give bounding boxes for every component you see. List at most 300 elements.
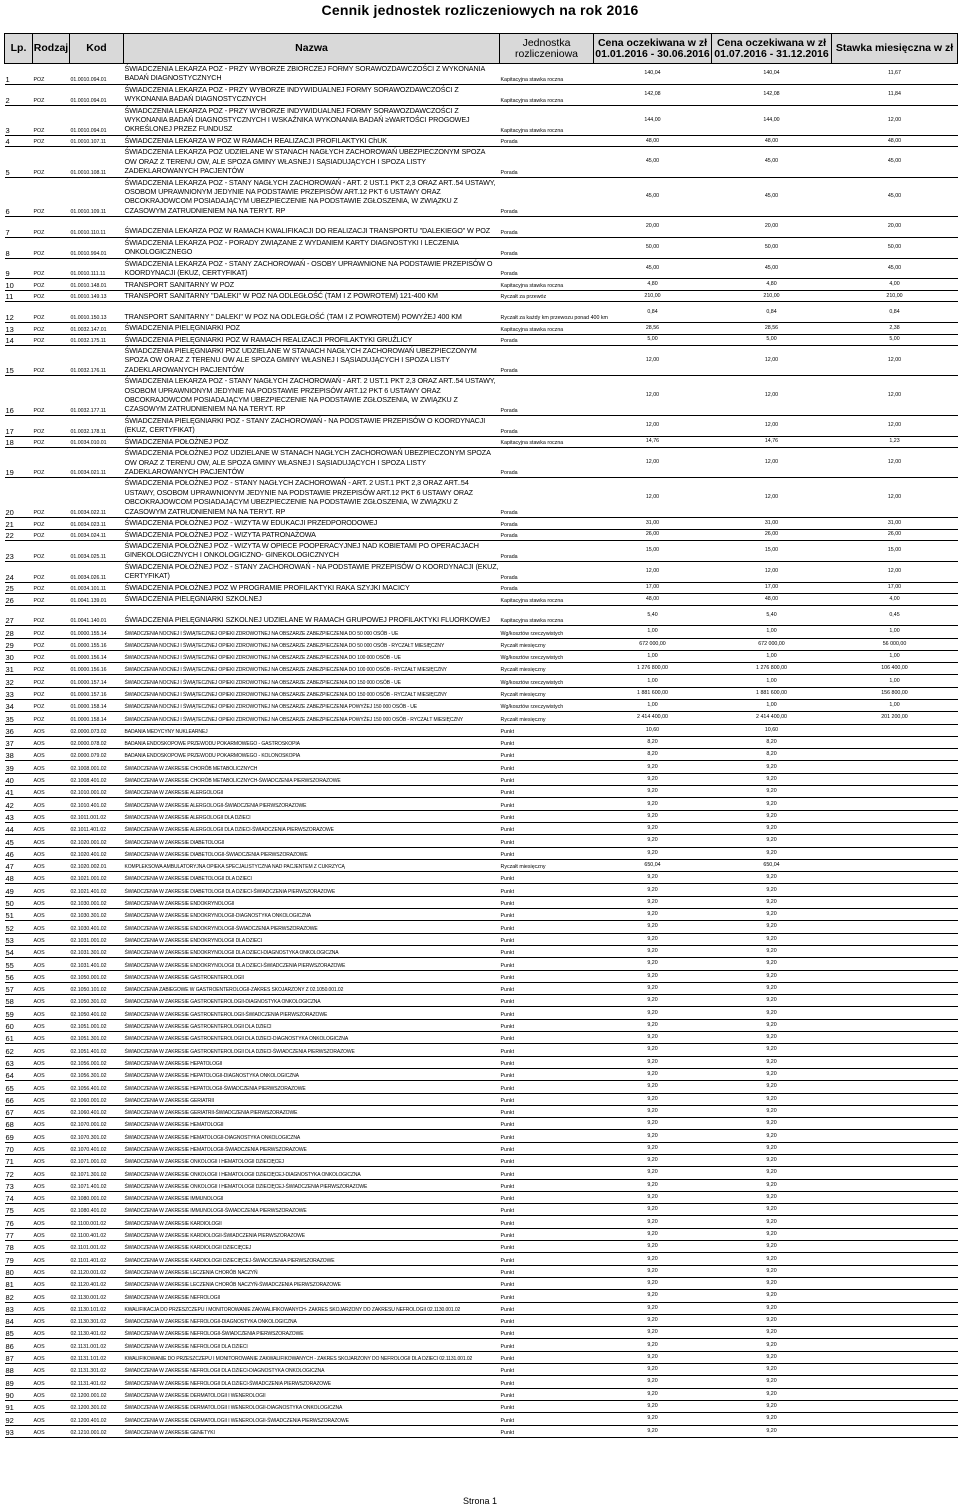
row-cena-1: 1,00 [594,675,712,687]
row-cena-1: 9,20 [594,1204,712,1216]
row-jednostka: Punkt [500,822,594,834]
row-stawka [832,798,958,810]
row-cena-1: 9,20 [594,1044,712,1056]
row-cena-1: 9,20 [594,1388,712,1400]
row-rodzaj: AOS [33,945,70,957]
row-jednostka: Punkt [500,958,594,970]
row-jednostka: Porada [500,258,594,279]
row-kod: 02.1020.001.02 [70,835,124,847]
row-lp: 78 [5,1241,33,1253]
row-stawka: 45,00 [832,147,958,177]
row-kod: 02.1060.401.02 [70,1105,124,1117]
row-cena-2: 5,40 [712,605,832,626]
row-rodzaj: POZ [33,177,70,217]
row-nazwa: ŚWIADCZENIA LEKARZA POZ - PRZY WYBORZE INDYWIDUALNEJ FORMY SORAWOZDAWCZOŚCI Z WYKONANIA BADAŃ DIAGNOSTYCZNYCH [124,84,500,105]
row-jednostka: Porada [500,177,594,217]
row-stawka [832,1093,958,1105]
row-jednostka: Punkt [500,884,594,896]
row-nazwa: ŚWIADCZENIA LEKARZA POZ UDZIELANE W STANACH NAGŁYCH ZACHOROWAŃ UBEZPIECZONYM SPOZA OW ORAZ Z TERENU OW, ALE SPOZA GMINY WŁASNEJ I SĄSIADUJĄCYCH I SPOZA LISTY ZADEKLAROWANYCH PACJENTÓW [124,147,500,177]
row-nazwa: ŚWIADCZENIA W ZAKRESIE HEPATOLOGII-DIAGNOSTYKA ONKOLOGICZNA [124,1068,500,1080]
table-row [5,1241,958,1253]
row-jednostka: Porada [500,561,594,582]
table-row [5,933,958,945]
row-cena-1: 9,20 [594,896,712,908]
row-lp: 92 [5,1413,33,1425]
row-kod: 02.1050.401.02 [70,1007,124,1019]
row-lp: 77 [5,1228,33,1240]
row-lp: 69 [5,1130,33,1142]
table-row [5,518,958,530]
table-row [5,1364,958,1376]
row-cena-1: 9,20 [594,1154,712,1166]
table-row [5,147,958,177]
row-cena-2: 140,04 [712,64,832,85]
table-row [5,1290,958,1302]
row-jednostka: Kapitacyjna stawka roczna [500,105,594,135]
table-row [5,1253,958,1265]
row-jednostka: Punkt [500,1118,594,1130]
row-nazwa: ŚWIADCZENIA W ZAKRESIE KARDIOLOGII DZIECIĘCEJ-ŚWIADCZENIA PIERWSZORAZOWE [124,1253,500,1265]
table-row [5,529,958,541]
row-lp: 28 [5,626,33,638]
row-cena-1: 2 414 400,00 [594,712,712,724]
row-nazwa: ŚWIADCZENIA W ZAKRESIE NEFROLOGII [124,1290,500,1302]
table-row [5,921,958,933]
row-cena-1: 9,20 [594,958,712,970]
table-row [5,859,958,871]
row-stawka [832,835,958,847]
row-stawka [832,859,958,871]
row-nazwa: ŚWIADCZENIA W ZAKRESIE CHORÓB METABOLICZNYCH [124,761,500,773]
row-cena-2: 1,00 [712,675,832,687]
row-kod: 02.1100.401.02 [70,1228,124,1240]
row-nazwa: ŚWIADCZENIA W ZAKRESIE ONKOLOGII I HEMATOLOGII DZIECIĘCEJ-ŚWIADCZENIA PIERWSZORAZOWE [124,1179,500,1191]
row-kod: 02.1131.401.02 [70,1376,124,1388]
row-nazwa: ŚWIADCZENIA W ZAKRESIE NEFROLOGII-ŚWIADCZENIA PIERWSZORAZOWE [124,1327,500,1339]
row-nazwa: ŚWIADCZENIA NOCNEJ I ŚWIĄTECZNEJ OPIEKI ZDROWOTNEJ NA OBSZARZE ZABEZPIECZENIA DO 100 000 OSÓB - RYCZAŁT MIESIĘCZNY [124,663,500,675]
row-nazwa: ŚWIADCZENIA LEKARZA POZ - STANY NAGŁYCH ZACHOROWAŃ - ART. 2 UST.1 PKT 2,3 ORAZ ART..54 USTAWY, OSOBOM UPRAWNIONYM JEDYNIE NA PODSTAWIE PRZEPISÓW ART.12 PKT 6 USTAWY ORAZ OBCOKRAJOWCOM POSIADAJĄCYM UBEZPIECZENIE NA PODSTAWIE ZGŁOSZENIA, W ZWIĄZKU Z CZASOWYM ZATRUDNIENIEM NA NA TERYT. RP [124,376,500,416]
row-jednostka: Punkt [500,1228,594,1240]
row-stawka [832,1105,958,1117]
row-kod: 01.0034.021.11 [70,448,124,478]
row-lp: 43 [5,810,33,822]
row-stawka: 4,00 [832,594,958,606]
row-jednostka: Wg/kosztów rzeczywistych [500,626,594,638]
row-cena-1: 9,20 [594,1007,712,1019]
row-cena-2: 9,20 [712,1093,832,1105]
row-rodzaj: AOS [33,1044,70,1056]
row-cena-2: 9,20 [712,909,832,921]
row-nazwa: ŚWIADCZENIA W ZAKRESIE DIABETOLOGII-ŚWIADCZENIA PIERWSZORAZOWE [124,847,500,859]
row-rodzaj: AOS [33,1093,70,1105]
row-cena-2: 9,20 [712,761,832,773]
row-stawka [832,896,958,908]
row-stawka [832,1154,958,1166]
row-cena-1: 9,20 [594,1056,712,1068]
row-jednostka: Porada [500,334,594,346]
row-kod: 02.1101.001.02 [70,1241,124,1253]
row-stawka: 12,00 [832,561,958,582]
row-kod: 02.0000.078.02 [70,736,124,748]
row-rodzaj: AOS [33,736,70,748]
row-lp: 88 [5,1364,33,1376]
row-cena-1: 9,20 [594,1118,712,1130]
row-lp: 21 [5,518,33,530]
row-jednostka: Porada [500,518,594,530]
table-row [5,884,958,896]
row-nazwa: ŚWIADCZENIA W ZAKRESIE GASTROENTEROLOGII [124,970,500,982]
row-cena-2: 12,00 [712,376,832,416]
row-jednostka: Punkt [500,1130,594,1142]
row-cena-1: 14,76 [594,436,712,448]
row-rodzaj: POZ [33,605,70,626]
row-rodzaj: AOS [33,1019,70,1031]
row-nazwa: ŚWIADCZENIA LEKARZA POZ - PRZY WYBORZE INDYWIDUALNEJ FORMY SORAWOZDAWCZOŚCI Z WYKONANIA BADAŃ DIAGNOSTYCZNYCH I WSKAŹNIKA WYKONANIA BADAŃ ≥WARTOŚCI PROGOWEJ OKREŚLONEJ PRZEZ FUNDUSZ [124,105,500,135]
row-cena-1: 45,00 [594,258,712,279]
row-rodzaj: AOS [33,1339,70,1351]
row-lp: 18 [5,436,33,448]
row-rodzaj: AOS [33,810,70,822]
row-kod: 01.0000.157.16 [70,687,124,699]
table-row [5,135,958,147]
row-rodzaj: AOS [33,1068,70,1080]
row-cena-1: 9,20 [594,1032,712,1044]
row-stawka: 5,00 [832,334,958,346]
row-cena-1: 9,20 [594,995,712,1007]
row-cena-1: 5,40 [594,605,712,626]
table-row [5,1413,958,1425]
row-stawka [832,1007,958,1019]
row-lp: 57 [5,982,33,994]
row-stawka: 17,00 [832,582,958,594]
row-cena-1: 48,00 [594,594,712,606]
table-row [5,302,958,323]
row-kod: 01.0034.026.11 [70,561,124,582]
row-stawka: 0,45 [832,605,958,626]
row-lp: 20 [5,478,33,518]
row-stawka [832,1290,958,1302]
row-lp: 44 [5,822,33,834]
row-jednostka: Punkt [500,1351,594,1363]
row-stawka: 4,00 [832,279,958,291]
row-cena-2: 650,04 [712,859,832,871]
row-cena-2: 9,20 [712,884,832,896]
row-kod: 02.1051.401.02 [70,1044,124,1056]
row-lp: 3 [5,105,33,135]
row-nazwa: KWALIFIKOWANIE DO PRZESZCZEPU I MONITOROWANIE ZAKWALIFIKOWANYCH - ZAKRES SKOJARZONY DO NEFROLOGII DLA DZIECI 02.1131.001.02 [124,1351,500,1363]
row-lp: 73 [5,1179,33,1191]
row-kod: 02.1131.101.02 [70,1351,124,1363]
row-cena-1: 9,20 [594,1068,712,1080]
row-jednostka: Punkt [500,1265,594,1277]
row-rodzaj: AOS [33,1154,70,1166]
row-rodzaj: POZ [33,237,70,258]
table-body [5,64,958,1438]
row-stawka [832,1019,958,1031]
row-cena-1: 9,20 [594,835,712,847]
row-jednostka: Porada [500,448,594,478]
row-kod: 01.0010.094.01 [70,105,124,135]
row-cena-1: 9,20 [594,822,712,834]
row-cena-2: 9,20 [712,810,832,822]
table-row [5,958,958,970]
row-nazwa: ŚWIADCZENIA POŁOŻNEJ POZ UDZIELANE W STANACH NAGŁYCH ZACHOROWAŃ UBEZPIECZONYM SPOZA OW ORAZ Z TERENU OW, ALE SPOZA GMINY WŁASNEJ I SĄSIADUJĄCYCH I SPOZA LISTY ZADEKLAROWANYCH PACJENTÓW [124,448,500,478]
row-jednostka: Porada [500,217,594,238]
table-row [5,258,958,279]
row-cena-1: 12,00 [594,478,712,518]
row-cena-1: 8,20 [594,736,712,748]
row-stawka [832,1068,958,1080]
row-cena-2: 15,00 [712,541,832,562]
row-kod: 02.1021.001.02 [70,872,124,884]
row-cena-1: 9,20 [594,1265,712,1277]
row-jednostka: Porada [500,376,594,416]
row-kod: 01.0032.178.11 [70,415,124,436]
row-stawka: 12,00 [832,376,958,416]
row-stawka: 12,00 [832,448,958,478]
row-lp: 71 [5,1154,33,1166]
table-row [5,279,958,291]
row-jednostka: Punkt [500,1216,594,1228]
row-stawka [832,847,958,859]
row-jednostka: Punkt [500,761,594,773]
row-stawka [832,909,958,921]
row-lp: 72 [5,1167,33,1179]
row-nazwa: ŚWIADCZENIA LEKARZA POZ - STANY ZACHOROWAŃ - OSOBY UPRAWNIONE NA PODSTAWIE PRZEPISÓW O KOORDYNACJI (EKUZ, CERTYFIKAT) [124,258,500,279]
row-lp: 17 [5,415,33,436]
row-lp: 32 [5,675,33,687]
row-rodzaj: AOS [33,1130,70,1142]
row-nazwa: ŚWIADCZENIA W ZAKRESIE LECZENIA CHORÓB NACZYŃ [124,1265,500,1277]
row-kod: 02.1011.001.02 [70,810,124,822]
row-nazwa: ŚWIADCZENIA W ZAKRESIE NEFROLOGII DLA DZIECI-DIAGNOSTYKA ONKOLOGICZNA [124,1364,500,1376]
row-kod: 01.0010.150.13 [70,302,124,323]
row-kod: 02.1056.001.02 [70,1056,124,1068]
row-nazwa: ŚWIADCZENIA W ZAKRESIE DERMATOLOGII I WENEROLOGII-DIAGNOSTYKA ONKOLOGICZNA [124,1400,500,1412]
row-jednostka: Punkt [500,1081,594,1093]
table-row [5,736,958,748]
row-cena-2: 9,20 [712,995,832,1007]
row-nazwa: ŚWIADCZENIA W ZAKRESIE IMMUNOLOGII [124,1191,500,1203]
row-rodzaj: AOS [33,1314,70,1326]
row-stawka: 1,00 [832,626,958,638]
row-cena-2: 9,20 [712,1425,832,1437]
row-rodzaj: AOS [33,933,70,945]
row-kod: 02.1020.401.02 [70,847,124,859]
row-rodzaj: AOS [33,970,70,982]
row-cena-2: 17,00 [712,582,832,594]
row-nazwa: ŚWIADCZENIA W ZAKRESIE ENDOKRYNOLOGII [124,896,500,908]
row-cena-2: 9,20 [712,1204,832,1216]
row-kod: 01.0034.023.11 [70,518,124,530]
row-rodzaj: POZ [33,518,70,530]
row-jednostka: Wg/kosztów rzeczywistych [500,650,594,662]
row-jednostka: Punkt [500,1327,594,1339]
row-kod: 01.0032.177.11 [70,376,124,416]
row-jednostka: Punkt [500,786,594,798]
table-row [5,798,958,810]
row-rodzaj: AOS [33,1056,70,1068]
row-jednostka: Kapitacyjna stawka roczna [500,323,594,335]
table-row [5,1216,958,1228]
row-stawka: 1,00 [832,700,958,712]
row-lp: 81 [5,1277,33,1289]
row-cena-1: 28,56 [594,323,712,335]
row-lp: 40 [5,773,33,785]
row-nazwa: ŚWIADCZENIA W ZAKRESIE NEFROLOGII DLA DZIECI-ŚWIADCZENIA PIERWSZORAZOWE [124,1376,500,1388]
row-stawka: 0,84 [832,302,958,323]
row-rodzaj: AOS [33,995,70,1007]
row-stawka [832,1400,958,1412]
table-row [5,761,958,773]
row-nazwa: ŚWIADCZENIA W ZAKRESIE ENDOKRYNOLOGII DLA DZIECI-ŚWIADCZENIA PIERWSZORAZOWE [124,958,500,970]
row-kod: 01.0010.109.11 [70,177,124,217]
row-cena-1: 9,20 [594,945,712,957]
row-jednostka: Punkt [500,945,594,957]
row-cena-2: 9,20 [712,822,832,834]
row-lp: 80 [5,1265,33,1277]
row-nazwa: ŚWIADCZENIA POŁOŻNEJ POZ - WIZYTA PATRONAŻOWA [124,529,500,541]
row-lp: 45 [5,835,33,847]
row-kod: 02.1130.301.02 [70,1314,124,1326]
table-row [5,1142,958,1154]
row-nazwa: ŚWIADCZENIA POŁOŻNEJ POZ - STANY ZACHOROWAŃ - NA PODSTAWIE PRZEPISÓW O KOORDYNACJI (EKUZ, CERTYFIKAT) [124,561,499,581]
row-cena-2: 9,20 [712,835,832,847]
row-jednostka: Punkt [500,1400,594,1412]
row-cena-2: 9,20 [712,1327,832,1339]
row-lp: 54 [5,945,33,957]
row-cena-2: 9,20 [712,982,832,994]
row-lp: 61 [5,1032,33,1044]
row-jednostka: Punkt [500,724,594,736]
row-kod: 02.1011.401.02 [70,822,124,834]
row-stawka: 31,00 [832,518,958,530]
row-kod: 02.1050.101.02 [70,982,124,994]
row-stawka: 106 400,00 [832,663,958,675]
row-cena-1: 672 000,00 [594,638,712,650]
row-lp: 85 [5,1327,33,1339]
row-nazwa: ŚWIADCZENIA W ZAKRESIE ENDOKRYNOLOGII DLA DZIECI-DIAGNOSTYKA ONKOLOGICZNA [124,945,500,957]
row-kod: 02.1031.301.02 [70,945,124,957]
table-row [5,1191,958,1203]
row-cena-2: 50,00 [712,237,832,258]
row-rodzaj: AOS [33,1007,70,1019]
row-kod: 01.0010.108.11 [70,147,124,177]
table-row [5,1302,958,1314]
row-stawka [832,736,958,748]
table-row [5,1032,958,1044]
row-rodzaj: AOS [33,1216,70,1228]
row-cena-1: 9,20 [594,847,712,859]
row-stawka [832,1314,958,1326]
row-stawka [832,1130,958,1142]
row-cena-2: 9,20 [712,1265,832,1277]
row-cena-2: 9,20 [712,1253,832,1265]
row-kod: 01.0010.111.11 [70,258,124,279]
row-cena-1: 9,20 [594,982,712,994]
row-jednostka: Punkt [500,1093,594,1105]
row-stawka: 156 800,00 [832,687,958,699]
row-stawka [832,1413,958,1425]
row-rodzaj: POZ [33,529,70,541]
row-jednostka: Ryczałt za przewóz [500,290,594,302]
row-jednostka: Punkt [500,1204,594,1216]
table-row [5,995,958,1007]
row-cena-2: 5,00 [712,334,832,346]
row-cena-1: 9,20 [594,1228,712,1240]
row-stawka: 50,00 [832,237,958,258]
table-row [5,810,958,822]
row-nazwa: ŚWIADCZENIA W ZAKRESIE NEFROLOGII DLA DZIECI [124,1339,500,1351]
row-rodzaj: AOS [33,1425,70,1437]
row-lp: 38 [5,749,33,761]
row-rodzaj: POZ [33,541,70,562]
row-jednostka: Punkt [500,1167,594,1179]
row-lp: 52 [5,921,33,933]
row-stawka: 1,00 [832,675,958,687]
row-lp: 59 [5,1007,33,1019]
row-kod: 01.0010.148.01 [70,279,124,291]
row-lp: 86 [5,1339,33,1351]
row-cena-1: 5,00 [594,334,712,346]
row-lp: 42 [5,798,33,810]
table-row [5,1044,958,1056]
row-nazwa: ŚWIADCZENIA W ZAKRESIE DERMATOLOGII I WENEROLOGII-ŚWIADCZENIA PIERWSZORAZOWE [124,1413,500,1425]
row-cena-1: 12,00 [594,415,712,436]
row-stawka [832,1277,958,1289]
table-row [5,700,958,712]
table-row [5,835,958,847]
row-rodzaj: AOS [33,724,70,736]
row-nazwa: ŚWIADCZENIA W ZAKRESIE GERIATRII-ŚWIADCZENIA PIERWSZORAZOWE [124,1105,500,1117]
row-cena-1: 17,00 [594,582,712,594]
row-cena-2: 9,20 [712,773,832,785]
row-kod: 02.1210.001.02 [70,1425,124,1437]
table-row [5,105,958,135]
row-cena-2: 9,20 [712,1339,832,1351]
row-kod: 02.0000.073.02 [70,724,124,736]
row-jednostka: Ryczałt miesięczny [500,687,594,699]
row-kod: 01.0010.110.11 [70,217,124,238]
row-cena-2: 12,00 [712,415,832,436]
table-row [5,290,958,302]
row-cena-1: 9,20 [594,1376,712,1388]
row-cena-2: 9,20 [712,921,832,933]
row-cena-1: 48,00 [594,135,712,147]
row-cena-1: 650,04 [594,859,712,871]
row-jednostka: Punkt [500,773,594,785]
row-nazwa: ŚWIADCZENIA W ZAKRESIE KARDIOLOGII [124,1216,500,1228]
row-jednostka: Punkt [500,1154,594,1166]
row-nazwa: KOMPLEKSOWA AMBULATORYJNA OPIEKA SPECJALISTYCZNA NAD PACJENTEM Z CUKRZYCĄ [124,859,500,871]
row-lp: 55 [5,958,33,970]
table-row [5,650,958,662]
row-stawka: 45,00 [832,258,958,279]
row-cena-1: 9,20 [594,1019,712,1031]
row-lp: 34 [5,700,33,712]
table-row [5,749,958,761]
row-kod: 01.0010.094.01 [70,84,124,105]
row-cena-1: 1,00 [594,626,712,638]
row-cena-2: 9,20 [712,1044,832,1056]
row-cena-2: 9,20 [712,1154,832,1166]
row-rodzaj: AOS [33,982,70,994]
row-stawka [832,1044,958,1056]
row-jednostka: Porada [500,135,594,147]
row-cena-2: 31,00 [712,518,832,530]
row-cena-2: 8,20 [712,749,832,761]
row-kod: 01.0010.994.01 [70,237,124,258]
